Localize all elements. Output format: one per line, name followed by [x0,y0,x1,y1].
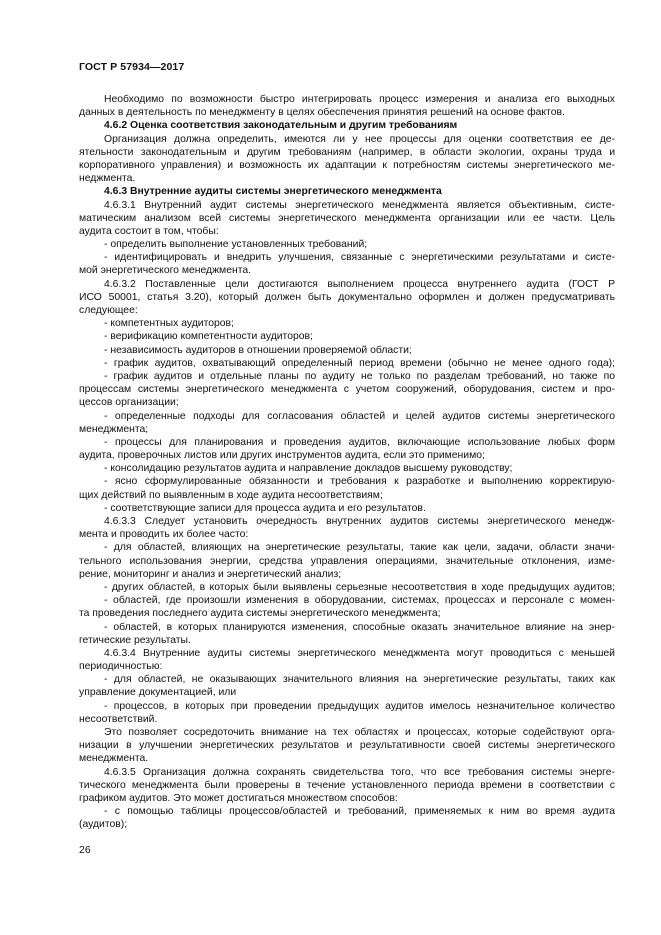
text-line: мента и проводить их более часто: [79,529,249,541]
text-line: периодичностью: [79,661,163,673]
text-line: процессам системы энергетического менеджмента с учетом сооружений, оборудования, систем и про- [79,384,615,396]
text-line: менеджмента; [79,423,149,435]
text-line: - соответствующие записи для процесса аудита и его результатов. [104,502,426,514]
text-line: щих действий по выявленным в ходе аудита несоответствиям; [79,489,383,501]
text-line: - ясно сформулированные обязанности и требования к разработке и выполнению корректирую- [104,476,615,488]
text-line: тического менеджмента были проверены в течение установленного периода времени в соответствии с [79,779,615,791]
text-line: тельного использования энергии, средства управления операциями, значительные отклонения, изме- [79,555,615,567]
text-line: Это позволяет сосредоточить внимание на тех областях и процессах, которые содействуют орга- [104,727,615,738]
page-number: 26 [79,844,91,856]
text-line: аудита состоит в том, чтобы: [79,225,219,237]
text-line: рение, мониторинг и анализ и энергетический анализ; [79,568,342,580]
text-line: 4.6.3 Внутренние аудиты системы энергетического менеджмента [104,186,442,198]
text-line: мой энергетического менеджмента. [79,265,252,277]
text-line: цессов организации; [79,397,179,409]
text-line: менеджмента. [79,753,149,765]
document-body [79,93,615,832]
text-line: несоответствий. [79,713,158,725]
text-line: 4.6.3.5 Организация должна сохранять свидетельства того, что все требования системы энерге- [104,766,615,778]
text-line: Необходимо по возможности быстро интегрировать процесс измерения и анализа его выходных [104,94,615,105]
text-line: 4.6.3.4 Внутренние аудиты системы энергетического менеджмента могут проводиться с меньшей [104,647,615,659]
text-line: - компетентных аудиторов; [104,318,234,330]
text-line: - график аудитов и отдельные планы по аудиту не только по разделам требований, но также по [104,370,615,382]
text-line: - идентифицировать и внедрить улучшения, связанные с энергетическими результатами и систе- [104,252,615,264]
text-line: данных в деятельность по менеджменту в целях обеспечения принятия решений на основе фактов. [79,107,565,119]
text-line: 4.6.2 Оценка соответствия законодательным и другим требованиям [104,120,458,132]
text-line: - для областей, влияющих на энергетические результаты, такие как цели, задачи, области значи- [104,542,615,554]
text-line: аудита, проверочных листов или других инструментов аудита, если это применимо; [79,450,485,462]
text-line: ятельности законодательным и другим требованиям (например, в области экологии, охраны труда и [79,146,615,158]
text-line: графиком аудитов. Это может достигаться множеством способов: [79,792,398,804]
text-line: управление документацией, или [79,687,237,699]
text-line: - независимость аудиторов в отношении проверяемой области; [104,344,412,356]
text-line: корпоративного управления) и возможность их адаптации к потребностям системы энергетического ме- [79,159,615,171]
text-line: - график аудитов, охватывающий определенный период времени (обычно не менее одного года); [104,357,615,369]
text-line: Организация должна определить, имеются ли у нее процессы для оценки соответствия ее де- [104,133,615,145]
text-line: - с помощью таблицы процессов/областей и требований, применяемых к ним во время аудита [104,806,615,818]
text-line: 4.6.3.3 Следует установить очередность внутренних аудитов системы энергетического менедж- [104,516,615,527]
text-line: - других областей, в которых были выявлены серьезные несоответствия в ходе предыдущих аудитов; [104,581,615,593]
text-line: - консолидацию результатов аудита и направление докладов высшему руководству; [104,463,513,475]
text-line: - процессов, в которых при проведении предыдущих аудитов имелось незначительное количество [104,700,615,712]
text-line: - верификацию компетентности аудиторов; [104,331,313,343]
text-line: - для областей, не оказывающих значительного влияния на энергетические результаты, таких как [104,674,615,686]
text-line: - определенные подходы для согласования областей и целей аудитов системы энергетического [104,410,615,422]
text-line: гетические результаты. [79,634,191,646]
text-line: ИСО 50001, статья 3.20), который должен быть документально оформлен и должен предусматривать [79,291,615,303]
text-line: - областей, где произошли изменения в оборудовании, системах, процессах и персонале с момен- [104,595,615,607]
text-line: следующее: [79,305,138,316]
text-line: низации в улучшении энергетических результатов и результативности своей системы энергетического [79,740,615,752]
text-line: неджмента. [79,173,136,185]
text-line: матическим анализом всей системы энергетического менеджмента организации или ее части. Цель [79,212,615,224]
text-line: та проведения последнего аудита системы энергетического менеджмента; [79,608,441,620]
text-line: - определить выполнение установленных требований; [104,239,368,251]
text-line: - процессы для планирования и проведения аудитов, включающие использование любых форм [104,436,615,448]
text-line: 4.6.3.1 Внутренний аудит системы энергетического менеджмента является объективным, систе- [104,199,615,211]
text-line: 4.6.3.2 Поставленные цели достигаются выполнением процесса внутреннего аудита (ГОСТ Р [104,278,615,290]
text-line: - областей, в которых планируются изменения, способные оказать значительное влияние на энер- [104,621,615,633]
document-header: ГОСТ Р 57934—2017 [79,61,185,73]
text-line: (аудитов); [79,819,128,831]
